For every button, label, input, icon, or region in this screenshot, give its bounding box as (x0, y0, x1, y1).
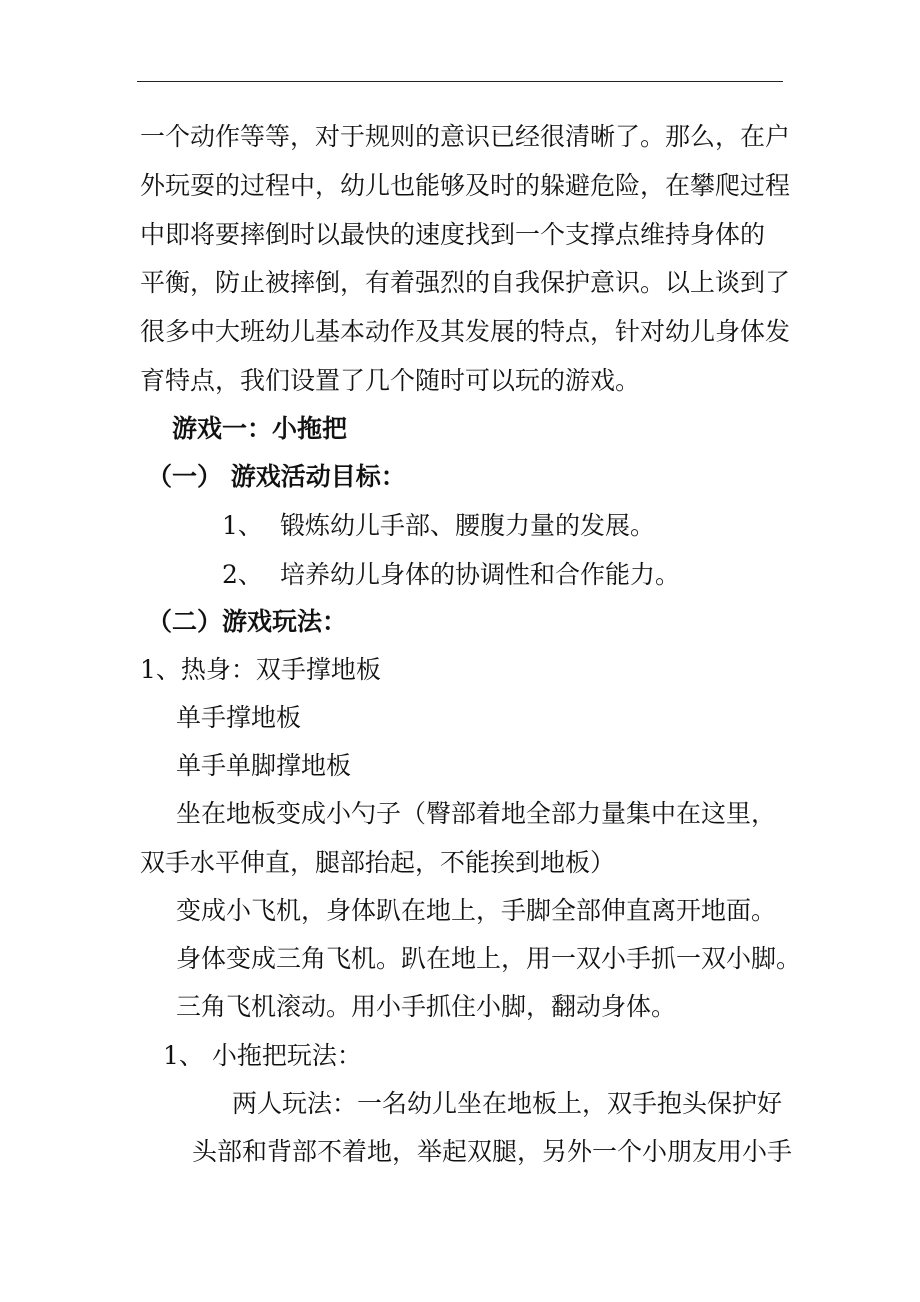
warmup-item: 单手单脚撑地板 (176, 751, 352, 780)
paragraph-line: 育特点，我们设置了几个随时可以玩的游戏。 (140, 366, 641, 395)
paragraph-line: 很多中大班幼儿基本动作及其发展的特点，针对幼儿身体发 (140, 317, 791, 346)
goal-text: 锻炼幼儿手部、腰腹力量的发展。 (280, 511, 656, 540)
warmup-item: 变成小飞机，身体趴在地上，手脚全部伸直离开地面。 (176, 896, 777, 925)
mop-line: 头部和背部不着地，举起双腿，另外一个小朋友用小手 (192, 1137, 793, 1166)
goal-text: 培养幼儿身体的协调性和合作能力。 (280, 560, 681, 589)
warmup-item: 三角飞机滚动。用小手抓住小脚，翻动身体。 (176, 992, 677, 1021)
paragraph-line: 外玩耍的过程中，幼儿也能够及时的躲避危险，在攀爬过程 (140, 171, 791, 200)
goal-number: 1、 (222, 511, 263, 540)
paragraph-line: 中即将要摔倒时以最快的速度找到一个支撑点维持身体的 (140, 220, 766, 249)
warmup-item: 单手撑地板 (176, 703, 302, 732)
section-heading-goals: （一） 游戏活动目标： (147, 462, 406, 491)
section-heading-play: （二）游戏玩法： (147, 607, 348, 636)
goal-number: 2、 (222, 560, 263, 589)
mop-title: 1、 小拖把玩法： (163, 1041, 362, 1070)
warmup-item: 坐在地板变成小勺子（臀部着地全部力量集中在这里， (176, 799, 777, 828)
warmup-item: 身体变成三角飞机。趴在地上，用一双小手抓一双小脚。 (176, 944, 802, 973)
warmup-title: 1、热身：双手撑地板 (140, 655, 381, 684)
paragraph-line: 一个动作等等，对于规则的意识已经很清晰了。那么，在户 (140, 122, 791, 151)
mop-line: 两人玩法：一名幼儿坐在地板上，双手抱头保护好 (232, 1089, 783, 1118)
paragraph-line: 平衡，防止被摔倒，有着强烈的自我保护意识。以上谈到了 (140, 268, 791, 297)
game-title: 游戏一：小拖把 (172, 414, 348, 443)
warmup-item: 双手水平伸直，腿部抬起，不能挨到地板） (140, 848, 616, 877)
header-rule (137, 81, 783, 82)
